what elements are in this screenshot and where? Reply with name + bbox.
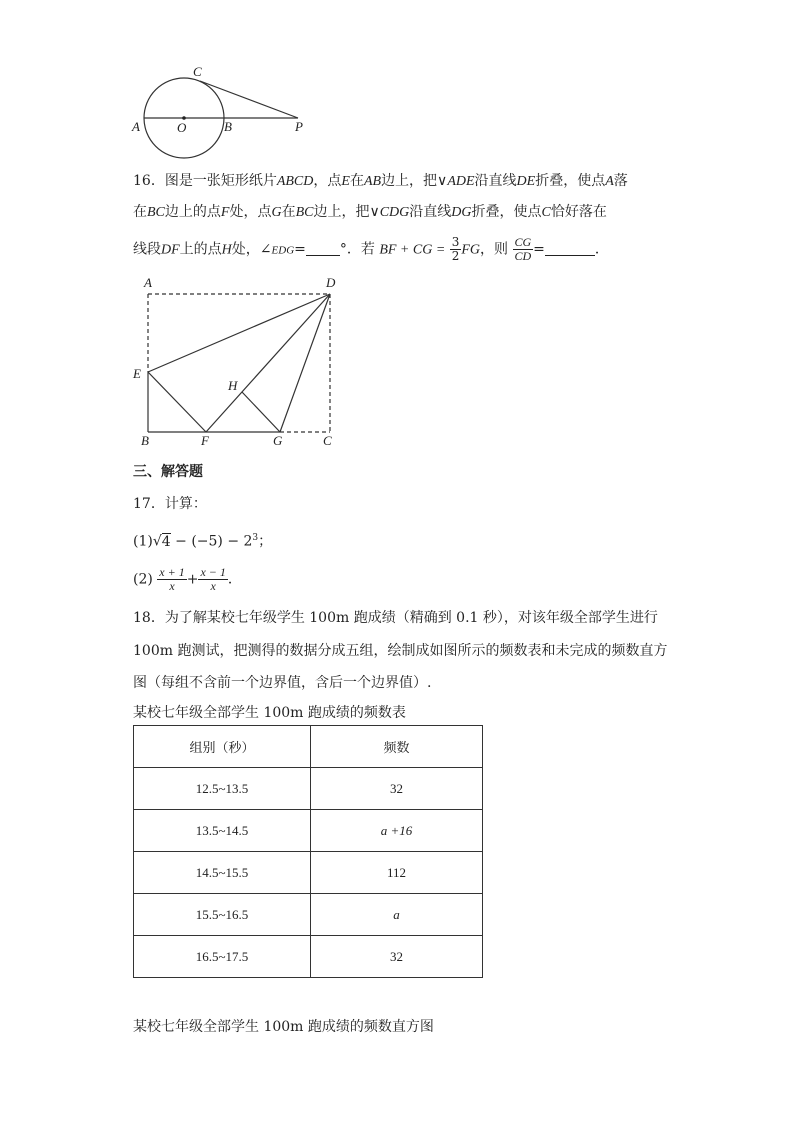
q16-line2: 在BC边上的点F处，点G在BC边上，把∨CDG沿直线DG折叠，使点C恰好落在	[133, 204, 607, 220]
q16-line3: 线段DF上的点H处，∠EDG= °．若 BF + CG = $\frac{3}{2}$ FG，则 $\frac{CG}{CD}$ = ．	[133, 235, 609, 263]
table-header-row	[134, 726, 483, 768]
cell-frequency: 112	[311, 852, 483, 894]
segment-gd	[280, 294, 330, 432]
cell-group: 12.5~13.5	[134, 768, 311, 810]
table-row	[134, 852, 483, 894]
label-c: C	[193, 64, 202, 79]
label-p: P	[295, 119, 303, 134]
cell-group: 14.5~15.5	[134, 852, 311, 894]
q18-line2: 100m 跑测试，把测得的数据分成五组，绘制成如图所示的频数表和未完成的频数直方	[133, 643, 668, 659]
q17-part1: $(1)√4 - (-5) - 2^3$；	[133, 533, 273, 550]
fraction-cg-cd: $\frac{CG}{CD}$	[514, 235, 532, 263]
cell-group: 16.5~17.5	[134, 936, 311, 978]
label-d: D	[326, 275, 336, 290]
cell-frequency: a +16	[311, 810, 483, 852]
cell-frequency: 32	[311, 768, 483, 810]
label-a: A	[132, 119, 140, 134]
section-title: 三、解答题	[133, 464, 203, 480]
table-row	[134, 768, 483, 810]
cell-frequency: a	[311, 894, 483, 936]
folded-rectangle-figure	[128, 272, 348, 452]
frequency-table-title: 某校七年级全部学生 100m 跑成绩的频数表	[133, 705, 406, 721]
fraction-1: $\frac{x + 1}{x}$	[159, 565, 185, 593]
q17-title: 17．计算：	[133, 496, 207, 512]
sqrt-icon: √	[152, 533, 162, 550]
label-e: E	[133, 366, 141, 381]
q16-line1: 16．图是一张矩形纸片ABCD，点E在AB边上，把∨ADE沿直线DE折叠，使点A落	[133, 173, 628, 189]
label-a: A	[144, 275, 152, 290]
cell-group: 15.5~16.5	[134, 894, 311, 936]
header-frequency: 频数	[311, 726, 483, 768]
table-row	[134, 894, 483, 936]
answer-blank-ratio[interactable]	[545, 241, 595, 256]
table-row	[134, 936, 483, 978]
label-g: G	[273, 433, 283, 448]
cell-group: 13.5~14.5	[134, 810, 311, 852]
tangent-cp	[200, 81, 298, 118]
fraction-2: $\frac{x - 1}{x}$	[200, 565, 226, 593]
fraction-three-halves: $\frac{3}{2}$	[451, 235, 460, 263]
answer-blank-angle[interactable]	[306, 241, 340, 256]
q17-part2: (2) $\frac{x + 1}{x}$ + $\frac{x - 1}{x}$ ．	[133, 565, 242, 593]
histogram-title: 某校七年级全部学生 100m 跑成绩的频数直方图	[133, 1019, 434, 1035]
frequency-table	[133, 725, 483, 978]
cell-frequency: 32	[311, 936, 483, 978]
q18-line1: 18．为了解某校七年级学生 100m 跑成绩（精确到 0.1 秒），对该年级全部学生进行	[133, 610, 658, 626]
label-h: H	[228, 378, 238, 393]
q18-line3: 图（每组不含前一个边界值，含后一个边界值）.	[133, 675, 432, 691]
label-b: B	[141, 433, 149, 448]
label-f: F	[201, 433, 209, 448]
table-row	[134, 810, 483, 852]
segment-hg	[242, 392, 280, 432]
label-o: O	[177, 120, 187, 135]
header-group: 组别（秒）	[134, 726, 311, 768]
label-b: B	[224, 119, 232, 134]
label-c: C	[323, 433, 332, 448]
segment-ed	[148, 294, 330, 372]
circle-tangent-figure	[128, 62, 318, 162]
segment-ef	[148, 372, 206, 432]
segment-fd	[206, 294, 330, 432]
